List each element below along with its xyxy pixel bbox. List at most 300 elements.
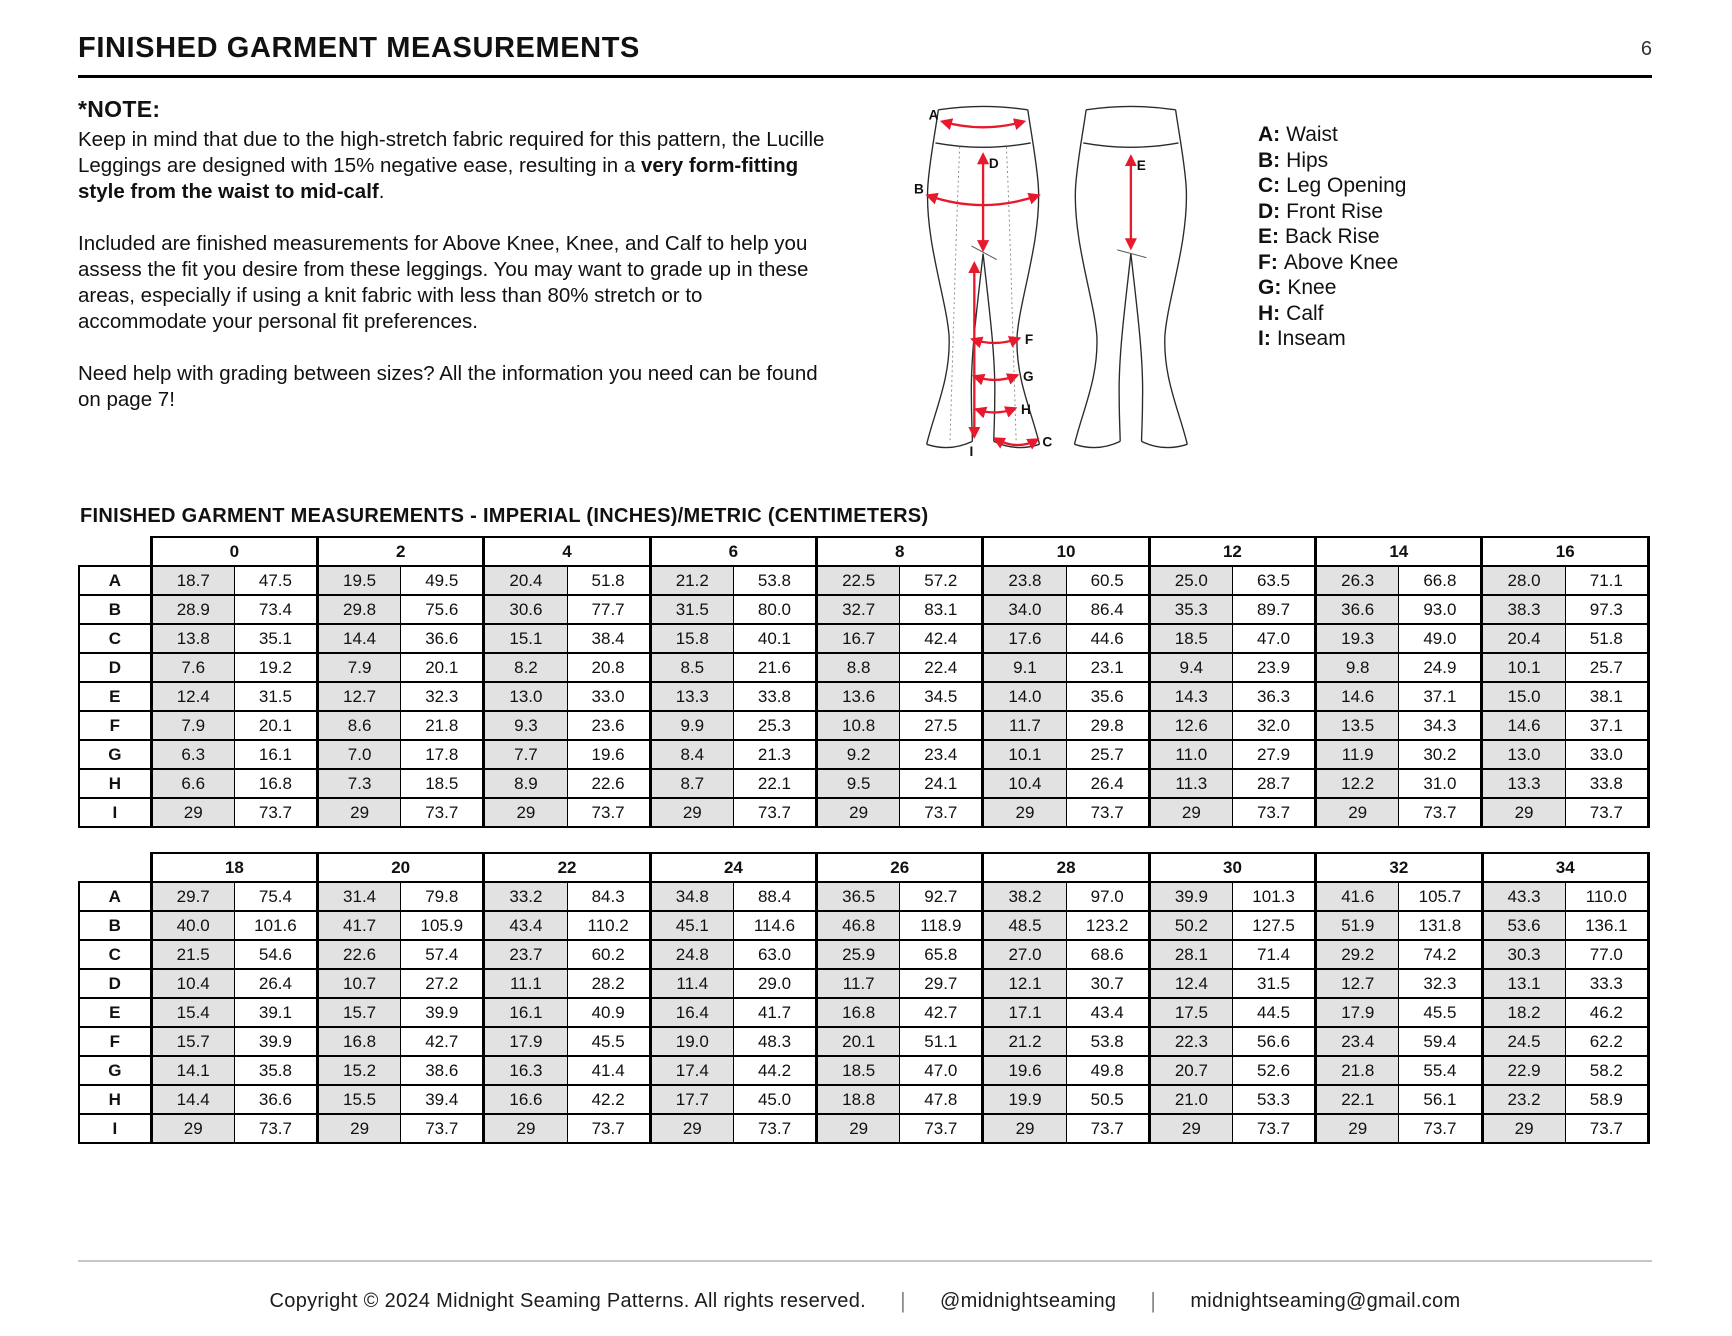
cm-value-cell: 83.1 xyxy=(900,595,983,624)
cm-value-cell: 28.2 xyxy=(567,969,650,998)
inches-value-cell: 24.5 xyxy=(1482,1027,1565,1056)
cm-value-cell: 65.8 xyxy=(900,940,983,969)
inches-value-cell: 29.7 xyxy=(151,882,234,911)
cm-value-cell: 60.5 xyxy=(1066,566,1149,595)
cm-value-cell: 42.7 xyxy=(401,1027,484,1056)
measurement-row xyxy=(79,624,1649,653)
size-table-upper xyxy=(78,536,1650,828)
cm-value-cell: 33.0 xyxy=(567,682,650,711)
inches-value-cell: 34.0 xyxy=(983,595,1066,624)
inches-value-cell: 29 xyxy=(151,1114,234,1143)
cm-value-cell: 47.0 xyxy=(900,1056,983,1085)
size-header-cell: 6 xyxy=(650,537,816,566)
inches-value-cell: 29.8 xyxy=(318,595,401,624)
inches-value-cell: 12.6 xyxy=(1149,711,1232,740)
inches-value-cell: 29 xyxy=(151,798,234,827)
inches-value-cell: 13.3 xyxy=(1482,769,1565,798)
cm-value-cell: 73.7 xyxy=(1066,1114,1149,1143)
row-label-cell: E xyxy=(79,998,151,1027)
arrow-waist xyxy=(929,108,1024,128)
inches-value-cell: 8.6 xyxy=(318,711,401,740)
cm-value-cell: 54.6 xyxy=(234,940,317,969)
cm-value-cell: 19.2 xyxy=(234,653,317,682)
inches-value-cell: 29 xyxy=(1316,1114,1399,1143)
cm-value-cell: 59.4 xyxy=(1399,1027,1482,1056)
legend-key: D: xyxy=(1258,199,1281,223)
note-paragraph-2: Included are finished measurements for Above Knee, Knee, and Calf to help you assess the fit you desire from these leggings. You may want to grade up in these areas, especially if using a knit fabric with less than 80% stretch or to accommodate your personal fit preferences. xyxy=(78,232,809,333)
inches-value-cell: 12.4 xyxy=(151,682,234,711)
note-p1-text: Keep in mind that due to the high-stretch fabric required for this pattern, the Lucille Leggings are designed with 15% negative ease, resulting in a xyxy=(78,128,825,177)
measurement-row xyxy=(79,740,1649,769)
legend-key: C: xyxy=(1258,174,1281,197)
cm-value-cell: 63.0 xyxy=(733,940,816,969)
inches-value-cell: 19.5 xyxy=(318,566,401,595)
cm-value-cell: 20.1 xyxy=(401,653,484,682)
arrow-hips xyxy=(914,181,1038,205)
note-p1-period: . xyxy=(378,180,385,203)
cm-value-cell: 26.4 xyxy=(234,969,317,998)
cm-value-cell: 118.9 xyxy=(900,911,983,940)
inches-value-cell: 10.1 xyxy=(983,740,1066,769)
legend-key: B: xyxy=(1258,148,1281,172)
cm-value-cell: 84.3 xyxy=(567,882,650,911)
cm-value-cell: 21.8 xyxy=(401,711,484,740)
cm-value-cell: 39.4 xyxy=(401,1085,484,1114)
inches-value-cell: 19.0 xyxy=(650,1027,733,1056)
measurement-row xyxy=(79,682,1649,711)
cm-value-cell: 27.9 xyxy=(1232,740,1315,769)
inches-value-cell: 45.1 xyxy=(650,911,733,940)
inches-value-cell: 17.1 xyxy=(983,998,1066,1027)
table-section-title: FINISHED GARMENT MEASUREMENTS - IMPERIAL (INCHES)/METRIC (CENTIMETERS) xyxy=(80,505,929,527)
size-header-cell: 24 xyxy=(650,853,816,882)
cm-value-cell: 29.0 xyxy=(733,969,816,998)
cm-value-cell: 110.0 xyxy=(1565,882,1648,911)
row-label-cell: H xyxy=(79,769,151,798)
diagram-label-d: D xyxy=(988,156,999,172)
inches-value-cell: 31.4 xyxy=(318,882,401,911)
cm-value-cell: 68.6 xyxy=(1066,940,1149,969)
cm-value-cell: 73.7 xyxy=(567,798,650,827)
cm-value-cell: 25.7 xyxy=(1565,653,1648,682)
cm-value-cell: 79.8 xyxy=(401,882,484,911)
page-title: FINISHED GARMENT MEASUREMENTS xyxy=(78,32,640,64)
cm-value-cell: 45.0 xyxy=(733,1085,816,1114)
cm-value-cell: 52.6 xyxy=(1232,1056,1315,1085)
inches-value-cell: 43.3 xyxy=(1482,882,1565,911)
inches-value-cell: 21.2 xyxy=(983,1027,1066,1056)
inches-value-cell: 31.5 xyxy=(650,595,733,624)
row-label-cell: A xyxy=(79,566,151,595)
cm-value-cell: 77.7 xyxy=(567,595,650,624)
inches-value-cell: 28.9 xyxy=(151,595,234,624)
inches-value-cell: 33.2 xyxy=(484,882,567,911)
inches-value-cell: 17.7 xyxy=(650,1085,733,1114)
cm-value-cell: 71.1 xyxy=(1565,566,1648,595)
inches-value-cell: 32.7 xyxy=(817,595,900,624)
cm-value-cell: 20.8 xyxy=(567,653,650,682)
inches-value-cell: 8.9 xyxy=(484,769,567,798)
cm-value-cell: 37.1 xyxy=(1399,682,1482,711)
measurement-legend xyxy=(1258,122,1406,469)
legend-key: H: xyxy=(1258,301,1281,325)
inches-value-cell: 29 xyxy=(484,1114,567,1143)
inches-value-cell: 38.3 xyxy=(1482,595,1565,624)
size-header-cell: 8 xyxy=(817,537,983,566)
cm-value-cell: 34.5 xyxy=(900,682,983,711)
cm-value-cell: 56.1 xyxy=(1399,1085,1482,1114)
cm-value-cell: 33.3 xyxy=(1565,969,1648,998)
inches-value-cell: 29 xyxy=(484,798,567,827)
inches-value-cell: 28.0 xyxy=(1482,566,1565,595)
cm-value-cell: 24.9 xyxy=(1399,653,1482,682)
cm-value-cell: 73.7 xyxy=(1399,1114,1482,1143)
legend-item xyxy=(1258,301,1406,327)
row-label-cell: G xyxy=(79,1056,151,1085)
note-paragraph-3: Need help with grading between sizes? All the information you need can be found on page 7! xyxy=(78,362,818,411)
inches-value-cell: 12.7 xyxy=(1316,969,1399,998)
cm-value-cell: 29.8 xyxy=(1066,711,1149,740)
inches-value-cell: 17.9 xyxy=(1316,998,1399,1027)
inches-value-cell: 14.4 xyxy=(318,624,401,653)
row-label-cell: D xyxy=(79,969,151,998)
cm-value-cell: 44.6 xyxy=(1066,624,1149,653)
cm-value-cell: 66.8 xyxy=(1399,566,1482,595)
inches-value-cell: 29 xyxy=(817,1114,900,1143)
size-header-cell: 32 xyxy=(1316,853,1482,882)
cm-value-cell: 38.6 xyxy=(401,1056,484,1085)
row-label-cell: E xyxy=(79,682,151,711)
inches-value-cell: 35.3 xyxy=(1149,595,1232,624)
row-label-cell: C xyxy=(79,940,151,969)
cm-value-cell: 38.4 xyxy=(567,624,650,653)
size-header-cell: 0 xyxy=(151,537,317,566)
inches-value-cell: 29 xyxy=(650,1114,733,1143)
cm-value-cell: 47.8 xyxy=(900,1085,983,1114)
inches-value-cell: 7.7 xyxy=(484,740,567,769)
arrow-knee xyxy=(974,369,1033,384)
inches-value-cell: 15.1 xyxy=(484,624,567,653)
inches-value-cell: 10.4 xyxy=(983,769,1066,798)
cm-value-cell: 32.3 xyxy=(401,682,484,711)
cm-value-cell: 39.1 xyxy=(234,998,317,1027)
diagram-label-f: F xyxy=(1024,332,1034,348)
inches-value-cell: 18.8 xyxy=(817,1085,900,1114)
cm-value-cell: 57.4 xyxy=(401,940,484,969)
legend-item xyxy=(1258,326,1406,352)
cm-value-cell: 73.7 xyxy=(234,798,317,827)
cm-value-cell: 77.0 xyxy=(1565,940,1648,969)
cm-value-cell: 50.5 xyxy=(1066,1085,1149,1114)
cm-value-cell: 23.4 xyxy=(900,740,983,769)
inches-value-cell: 11.4 xyxy=(650,969,733,998)
inches-value-cell: 22.3 xyxy=(1149,1027,1232,1056)
inches-value-cell: 20.4 xyxy=(484,566,567,595)
inches-value-cell: 25.0 xyxy=(1149,566,1232,595)
cm-value-cell: 105.9 xyxy=(401,911,484,940)
inches-value-cell: 14.0 xyxy=(983,682,1066,711)
inches-value-cell: 16.8 xyxy=(817,998,900,1027)
cm-value-cell: 39.9 xyxy=(401,998,484,1027)
cm-value-cell: 51.8 xyxy=(567,566,650,595)
cm-value-cell: 31.5 xyxy=(1232,969,1315,998)
diagram-label-e: E xyxy=(1136,158,1146,174)
inches-value-cell: 18.5 xyxy=(817,1056,900,1085)
cm-value-cell: 27.2 xyxy=(401,969,484,998)
inches-value-cell: 8.7 xyxy=(650,769,733,798)
cm-value-cell: 38.1 xyxy=(1565,682,1648,711)
cm-value-cell: 49.8 xyxy=(1066,1056,1149,1085)
inches-value-cell: 8.5 xyxy=(650,653,733,682)
cm-value-cell: 73.7 xyxy=(1565,1114,1648,1143)
row-label-cell: C xyxy=(79,624,151,653)
cm-value-cell: 74.2 xyxy=(1399,940,1482,969)
inches-value-cell: 13.0 xyxy=(1482,740,1565,769)
cm-value-cell: 25.3 xyxy=(733,711,816,740)
note-p1-bold-text: very form-fitting style from the waist to mid-calf xyxy=(78,154,799,203)
cm-value-cell: 55.4 xyxy=(1399,1056,1482,1085)
inches-value-cell: 28.1 xyxy=(1149,940,1232,969)
cm-value-cell: 93.0 xyxy=(1399,595,1482,624)
inches-value-cell: 51.9 xyxy=(1316,911,1399,940)
inches-value-cell: 11.3 xyxy=(1149,769,1232,798)
cm-value-cell: 49.5 xyxy=(401,566,484,595)
cm-value-cell: 21.3 xyxy=(733,740,816,769)
cm-value-cell: 86.4 xyxy=(1066,595,1149,624)
note-heading: *NOTE: xyxy=(78,96,161,122)
diagram-label-b: B xyxy=(914,181,924,197)
row-label-cell: I xyxy=(79,1114,151,1143)
cm-value-cell: 29.7 xyxy=(900,969,983,998)
inches-value-cell: 9.2 xyxy=(817,740,900,769)
cm-value-cell: 17.8 xyxy=(401,740,484,769)
cm-value-cell: 30.2 xyxy=(1399,740,1482,769)
inches-value-cell: 14.3 xyxy=(1149,682,1232,711)
cm-value-cell: 42.7 xyxy=(900,998,983,1027)
legend-label: Back Rise xyxy=(1285,225,1380,248)
cm-value-cell: 22.4 xyxy=(900,653,983,682)
size-header-cell: 20 xyxy=(318,853,484,882)
inches-value-cell: 16.3 xyxy=(484,1056,567,1085)
cm-value-cell: 47.0 xyxy=(1232,624,1315,653)
row-label-cell: H xyxy=(79,1085,151,1114)
cm-value-cell: 26.4 xyxy=(1066,769,1149,798)
inches-value-cell: 29 xyxy=(1149,1114,1232,1143)
cm-value-cell: 73.7 xyxy=(1232,798,1315,827)
cm-value-cell: 75.4 xyxy=(234,882,317,911)
inches-value-cell: 12.1 xyxy=(983,969,1066,998)
cm-value-cell: 31.5 xyxy=(234,682,317,711)
cm-value-cell: 44.2 xyxy=(733,1056,816,1085)
size-header-cell: 2 xyxy=(318,537,484,566)
cm-value-cell: 27.5 xyxy=(900,711,983,740)
inches-value-cell: 11.7 xyxy=(983,711,1066,740)
inches-value-cell: 29 xyxy=(318,1114,401,1143)
cm-value-cell: 49.0 xyxy=(1399,624,1482,653)
inches-value-cell: 16.7 xyxy=(817,624,900,653)
cm-value-cell: 36.6 xyxy=(401,624,484,653)
cm-value-cell: 35.6 xyxy=(1066,682,1149,711)
inches-value-cell: 21.8 xyxy=(1316,1056,1399,1085)
cm-value-cell: 62.2 xyxy=(1565,1027,1648,1056)
cm-value-cell: 88.4 xyxy=(733,882,816,911)
row-label-cell: A xyxy=(79,882,151,911)
cm-value-cell: 51.8 xyxy=(1565,624,1648,653)
measurement-row xyxy=(79,595,1649,624)
inches-value-cell: 23.2 xyxy=(1482,1085,1565,1114)
inches-value-cell: 38.2 xyxy=(983,882,1066,911)
inches-value-cell: 48.5 xyxy=(983,911,1066,940)
corner-cell xyxy=(79,853,151,882)
measurement-row xyxy=(79,769,1649,798)
cm-value-cell: 73.7 xyxy=(567,1114,650,1143)
cm-value-cell: 36.3 xyxy=(1232,682,1315,711)
cm-value-cell: 32.3 xyxy=(1399,969,1482,998)
inches-value-cell: 29 xyxy=(1316,798,1399,827)
inches-value-cell: 30.3 xyxy=(1482,940,1565,969)
leggings-front-view xyxy=(914,106,1052,459)
inches-value-cell: 19.6 xyxy=(983,1056,1066,1085)
measurement-row xyxy=(79,566,1649,595)
inches-value-cell: 19.3 xyxy=(1316,624,1399,653)
cm-value-cell: 20.1 xyxy=(234,711,317,740)
arrow-above-knee xyxy=(972,332,1033,347)
cm-value-cell: 114.6 xyxy=(733,911,816,940)
cm-value-cell: 37.1 xyxy=(1565,711,1648,740)
inches-value-cell: 36.6 xyxy=(1316,595,1399,624)
inches-value-cell: 29 xyxy=(1482,798,1565,827)
cm-value-cell: 127.5 xyxy=(1232,911,1315,940)
inches-value-cell: 9.1 xyxy=(983,653,1066,682)
measurement-row xyxy=(79,798,1649,827)
inches-value-cell: 16.1 xyxy=(484,998,567,1027)
legend-key: F: xyxy=(1258,250,1278,274)
measurement-row xyxy=(79,882,1649,911)
note-paragraph-1 xyxy=(78,127,836,205)
footer-separator: | xyxy=(1150,1288,1157,1313)
arrow-calf xyxy=(976,402,1031,417)
intro-section xyxy=(78,96,1652,469)
legend-label: Front Rise xyxy=(1286,199,1384,223)
page-header xyxy=(78,34,1652,78)
cm-value-cell: 101.6 xyxy=(234,911,317,940)
measurement-row xyxy=(79,940,1649,969)
cm-value-cell: 42.4 xyxy=(900,624,983,653)
inches-value-cell: 36.5 xyxy=(817,882,900,911)
legend-label: Hips xyxy=(1286,148,1329,172)
legend-label: Above Knee xyxy=(1283,250,1399,274)
diagram-label-g: G xyxy=(1022,369,1034,385)
cm-value-cell: 136.1 xyxy=(1565,911,1648,940)
cm-value-cell: 31.0 xyxy=(1399,769,1482,798)
cm-value-cell: 28.7 xyxy=(1232,769,1315,798)
cm-value-cell: 48.3 xyxy=(733,1027,816,1056)
measurement-row xyxy=(79,1085,1649,1114)
inches-value-cell: 7.6 xyxy=(151,653,234,682)
cm-value-cell: 43.4 xyxy=(1066,998,1149,1027)
inches-value-cell: 34.8 xyxy=(650,882,733,911)
inches-value-cell: 16.8 xyxy=(318,1027,401,1056)
inches-value-cell: 12.2 xyxy=(1316,769,1399,798)
corner-cell xyxy=(79,537,151,566)
inches-value-cell: 29 xyxy=(983,798,1066,827)
inches-value-cell: 17.9 xyxy=(484,1027,567,1056)
cm-value-cell: 92.7 xyxy=(900,882,983,911)
cm-value-cell: 23.9 xyxy=(1232,653,1315,682)
cm-value-cell: 33.8 xyxy=(1565,769,1648,798)
measurement-row xyxy=(79,653,1649,682)
measurement-row xyxy=(79,998,1649,1027)
size-header-cell: 34 xyxy=(1482,853,1648,882)
inches-value-cell: 15.2 xyxy=(318,1056,401,1085)
cm-value-cell: 101.3 xyxy=(1232,882,1315,911)
size-table-lower xyxy=(78,852,1650,1144)
inches-value-cell: 11.0 xyxy=(1149,740,1232,769)
diagram-label-c: C xyxy=(1042,434,1053,450)
leggings-back-view xyxy=(1074,106,1187,447)
measurement-row xyxy=(79,1114,1649,1143)
cm-value-cell: 16.8 xyxy=(234,769,317,798)
row-label-cell: F xyxy=(79,711,151,740)
size-header-cell: 10 xyxy=(983,537,1149,566)
cm-value-cell: 46.2 xyxy=(1565,998,1648,1027)
legend-item xyxy=(1258,122,1406,148)
cm-value-cell: 53.3 xyxy=(1232,1085,1315,1114)
cm-value-cell: 30.7 xyxy=(1066,969,1149,998)
inches-value-cell: 29 xyxy=(650,798,733,827)
cm-value-cell: 97.3 xyxy=(1565,595,1648,624)
inches-value-cell: 13.0 xyxy=(484,682,567,711)
cm-value-cell: 73.7 xyxy=(1565,798,1648,827)
footer-copyright: Copyright © 2024 Midnight Seaming Patterns. All rights reserved. xyxy=(269,1289,866,1312)
footer-separator: | xyxy=(899,1288,906,1313)
cm-value-cell: 73.7 xyxy=(401,1114,484,1143)
inches-value-cell: 14.1 xyxy=(151,1056,234,1085)
inches-value-cell: 15.7 xyxy=(318,998,401,1027)
cm-value-cell: 80.0 xyxy=(733,595,816,624)
cm-value-cell: 56.6 xyxy=(1232,1027,1315,1056)
legend-item xyxy=(1258,250,1406,276)
cm-value-cell: 16.1 xyxy=(234,740,317,769)
inches-value-cell: 16.6 xyxy=(484,1085,567,1114)
cm-value-cell: 73.7 xyxy=(234,1114,317,1143)
diagram-label-a: A xyxy=(928,107,939,123)
legend-key: E: xyxy=(1258,225,1279,248)
inches-value-cell: 18.2 xyxy=(1482,998,1565,1027)
row-label-cell: I xyxy=(79,798,151,827)
inches-value-cell: 13.6 xyxy=(817,682,900,711)
cm-value-cell: 73.7 xyxy=(401,798,484,827)
cm-value-cell: 53.8 xyxy=(1066,1027,1149,1056)
inches-value-cell: 43.4 xyxy=(484,911,567,940)
inches-value-cell: 8.4 xyxy=(650,740,733,769)
legend-label: Leg Opening xyxy=(1286,174,1407,197)
inches-value-cell: 10.7 xyxy=(318,969,401,998)
inches-value-cell: 10.4 xyxy=(151,969,234,998)
legend-item xyxy=(1258,148,1406,174)
cm-value-cell: 33.0 xyxy=(1565,740,1648,769)
inches-value-cell: 9.5 xyxy=(817,769,900,798)
cm-value-cell: 23.6 xyxy=(567,711,650,740)
inches-value-cell: 17.6 xyxy=(983,624,1066,653)
legend-item xyxy=(1258,173,1406,199)
inches-value-cell: 29 xyxy=(1482,1114,1565,1143)
cm-value-cell: 73.7 xyxy=(900,798,983,827)
inches-value-cell: 40.0 xyxy=(151,911,234,940)
cm-value-cell: 24.1 xyxy=(900,769,983,798)
inches-value-cell: 16.4 xyxy=(650,998,733,1027)
legend-label: Waist xyxy=(1286,123,1338,146)
